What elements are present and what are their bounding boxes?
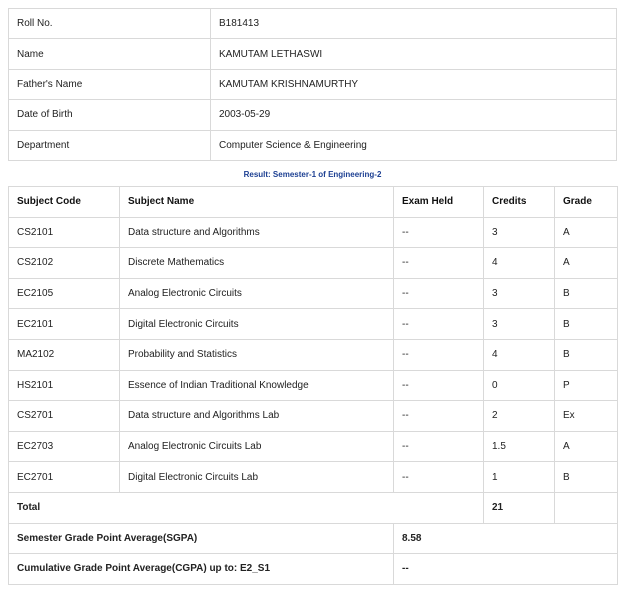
total-grade-cell: [555, 492, 618, 523]
info-row-date-of-birth: [9, 100, 617, 130]
subject-name: Discrete Mathematics: [120, 248, 394, 279]
credits: 3: [484, 278, 555, 309]
subject-code: CS2102: [9, 248, 120, 279]
cgpa-value: --: [394, 554, 618, 585]
subject-name: Data structure and Algorithms Lab: [120, 401, 394, 432]
results-header-row: [9, 187, 618, 218]
subject-code: EC2105: [9, 278, 120, 309]
result-title: Result: Semester-1 of Engineering-2: [243, 170, 382, 179]
grade: B: [555, 339, 618, 370]
total-label: Total: [9, 492, 484, 523]
info-row-fathers-name: [9, 69, 617, 99]
column-header-credits: Credits: [484, 187, 555, 218]
info-row-name: [9, 39, 617, 69]
exam-held: --: [394, 370, 484, 401]
subject-name: Probability and Statistics: [120, 339, 394, 370]
credits: 2: [484, 401, 555, 432]
info-value: B181413: [211, 9, 617, 39]
table-row: [9, 462, 618, 493]
credits: 3: [484, 309, 555, 340]
credits: 0: [484, 370, 555, 401]
info-label: Department: [9, 130, 211, 160]
column-header-subject-code: Subject Code: [9, 187, 120, 218]
sgpa-label: Semester Grade Point Average(SGPA): [9, 523, 394, 554]
grade: P: [555, 370, 618, 401]
subject-code: EC2701: [9, 462, 120, 493]
table-row: [9, 370, 618, 401]
exam-held: --: [394, 248, 484, 279]
results-table: [8, 186, 618, 585]
credits: 1.5: [484, 431, 555, 462]
exam-held: --: [394, 278, 484, 309]
exam-held: --: [394, 462, 484, 493]
subject-code: EC2703: [9, 431, 120, 462]
subject-name: Analog Electronic Circuits: [120, 278, 394, 309]
exam-held: --: [394, 431, 484, 462]
column-header-subject-name: Subject Name: [120, 187, 394, 218]
info-label: Date of Birth: [9, 100, 211, 130]
subject-name: Digital Electronic Circuits Lab: [120, 462, 394, 493]
credits: 3: [484, 217, 555, 248]
grade: Ex: [555, 401, 618, 432]
subject-name: Digital Electronic Circuits: [120, 309, 394, 340]
exam-held: --: [394, 309, 484, 340]
credits: 1: [484, 462, 555, 493]
table-row: [9, 309, 618, 340]
subject-code: EC2101: [9, 309, 120, 340]
info-value: KAMUTAM LETHASWI: [211, 39, 617, 69]
exam-held: --: [394, 401, 484, 432]
grade: B: [555, 309, 618, 340]
subject-name: Data structure and Algorithms: [120, 217, 394, 248]
info-value: KAMUTAM KRISHNAMURTHY: [211, 69, 617, 99]
exam-held: --: [394, 339, 484, 370]
grade: A: [555, 431, 618, 462]
subject-name: Essence of Indian Traditional Knowledge: [120, 370, 394, 401]
subject-code: MA2102: [9, 339, 120, 370]
total-credits: 21: [484, 492, 555, 523]
column-header-exam-held: Exam Held: [394, 187, 484, 218]
grade: A: [555, 248, 618, 279]
student-info-table: [8, 8, 617, 161]
table-row: [9, 401, 618, 432]
grade: B: [555, 462, 618, 493]
info-value: Computer Science & Engineering: [211, 130, 617, 160]
table-row: [9, 339, 618, 370]
info-label: Father's Name: [9, 69, 211, 99]
table-row: [9, 278, 618, 309]
info-row-department: [9, 130, 617, 160]
subject-code: CS2701: [9, 401, 120, 432]
table-row: [9, 248, 618, 279]
info-label: Roll No.: [9, 9, 211, 39]
exam-held: --: [394, 217, 484, 248]
info-row-roll-no: [9, 9, 617, 39]
column-header-grade: Grade: [555, 187, 618, 218]
subject-name: Analog Electronic Circuits Lab: [120, 431, 394, 462]
cgpa-row: [9, 554, 618, 585]
cgpa-label: Cumulative Grade Point Average(CGPA) up to: E2_S1: [9, 554, 394, 585]
sgpa-row: [9, 523, 618, 554]
total-row: [9, 492, 618, 523]
table-row: [9, 431, 618, 462]
grade: B: [555, 278, 618, 309]
info-label: Name: [9, 39, 211, 69]
subject-code: CS2101: [9, 217, 120, 248]
grade: A: [555, 217, 618, 248]
info-value: 2003-05-29: [211, 100, 617, 130]
credits: 4: [484, 248, 555, 279]
table-row: [9, 217, 618, 248]
sgpa-value: 8.58: [394, 523, 618, 554]
credits: 4: [484, 339, 555, 370]
subject-code: HS2101: [9, 370, 120, 401]
